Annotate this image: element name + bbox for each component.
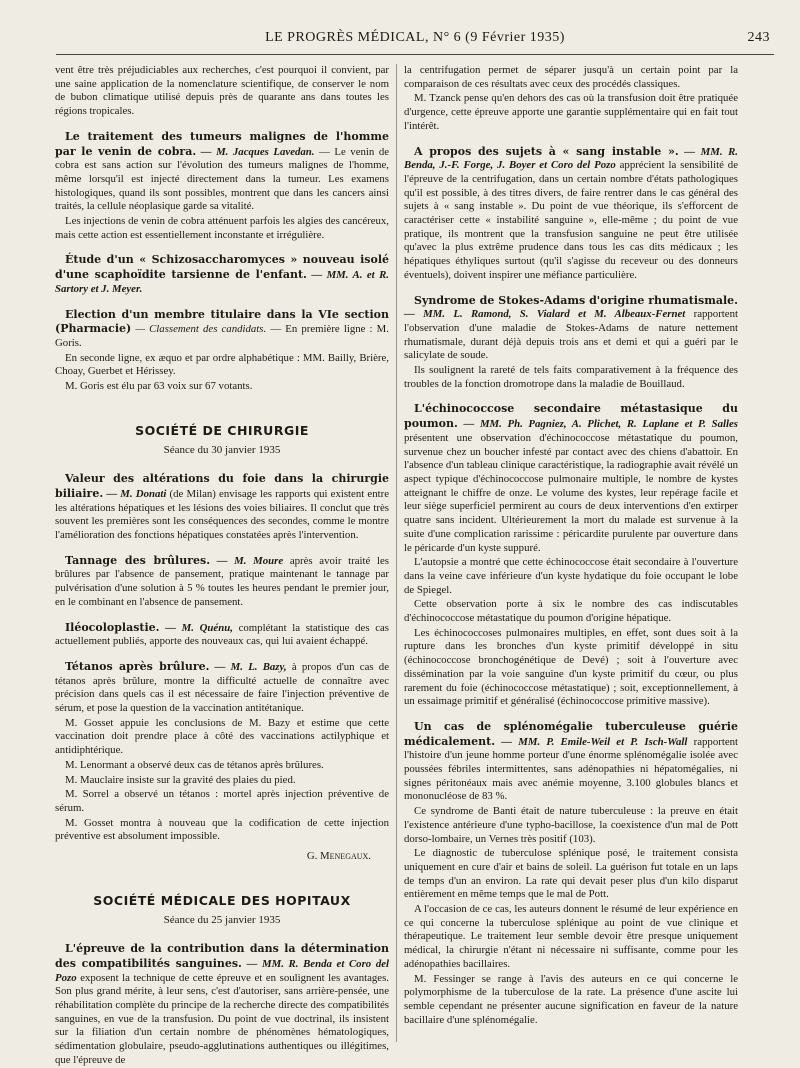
paragraph: Ce syndrome de Banti était de nature tuberculeuse : la preuve en était l'existence antérieure d'une typho-bacillose, la coexistence d'un mal de Pott dorso-lombaire, un Vernes très positif (103). [404,805,738,845]
article-election [55,308,389,394]
running-title: LE PROGRÈS MÉDICAL, N° 6 (9 Février 1935) [265,30,565,45]
article-title: Election d'un membre titulaire dans la VIe section (Pharmacie) [55,307,389,336]
paragraph: Les injections de venin de cobra atténuent parfois les algies des cancéreux, mais cette action est essentiellement inconstante et irrégulière. [55,215,389,241]
article-text: rapportent l'observation d'une maladie de Stokes-Adams de nature nettement rhumatismale, durant déjà depuis trois ans et demi et qui a guéri par le salicylate de soude. [404,308,738,362]
paragraph: la centrifugation permet de séparer jusqu'à un certain point par la comparaison de ces résultats avec ceux des procédés classiques. [404,64,738,90]
section-title-hopitaux: SOCIÉTÉ MÉDICALE DES HOPITAUX [93,892,351,908]
article-author: — MM. A. et R. Sartory et J. Meyer. [55,269,390,295]
article-author: — M. Jacques Lavedan. [200,145,315,158]
paragraph: M. Fessinger se range à l'avis des auteurs en ce qui concerne le polymorphisme de la tuberculose de la rate. La présence d'une ascite lui semble cependant ne présenter aucune signification en faveur de la nature bacillaire d'une splénomégalie. [404,972,738,1026]
article-text: complétant la statistique des cas actuellement publiés, apporte des nouveaux cas, qui lui avaient échappé. [55,621,389,648]
article-author: — MM. R. Benda et Coro del Pozo [55,957,390,984]
running-header [60,30,770,52]
session-date: Séance du 30 janvier 1935 [163,444,281,457]
article-subtitle: — Classement des candidats. [135,323,267,336]
article-author: — MM. P. Emile-Weil et P. Isch-Wall [501,735,688,748]
paragraph: M. Gosset appuie les conclusions de M. Bazy et estime que cette vaccination doit prendre place à côté des vaccinations actilyphique et antidiphtérique. [55,716,389,757]
article-author: — M. Moure [216,554,284,567]
article-tannage [55,554,389,610]
paragraph: Cette observation porte à six le nombre des cas indiscutables d'échinococcose métastatique du poumon d'origine hépatique. [404,598,738,625]
article-schizosaccharomyces [55,253,389,296]
article-author: — M. Donati [106,487,167,500]
article-title: Syndrome de Stokes-Adams d'origine rhumatismale. [414,293,738,307]
article-title: A propos des sujets à « sang instable ». [414,144,679,158]
article-text: apprécient la sensibilité de l'épreuve de la centrifugation, dans un certain nombre d'états pathologiques qu'il est possible, à des titres divers, de faire rentrer dans le cas général des sujets à « sang instable ». Du point de vue théorique, ils s'efforcent de caractériser cette « instabilité sanguine », elle-même ; du point de vue pratique, ils montrent que la transfusion sanguine ne peut être utilisée qu'avec la plus extrême prudence dans tous les cas dits médicaux ; les hépatiques éthyliques surtout (qu'il s'agisse du receveur ou des donneurs éventuels), doivent inspirer une méfiance particulière. [404,159,739,281]
paragraph: Les échinococcoses pulmonaires multiples, en effet, sont dues soit à la rupture dans les bronches d'un kyste primitif développé in situ (échinococcose bronchogénétique de Devé) ; soit à l'ouverture avec dissémination par la voie sanguine d'un kyste primitif du cœur, ou plus rarement du foie (échinococcose métastatique) ; soit, exceptionnellement, à un essaimage primitif et généralisé (échinococcose primitive massive). [404,626,738,708]
article-sang-instable [404,145,738,283]
article-author: — M. L. Bazy, [214,660,287,673]
article-text: — Le venin de cobra est sans action sur l'évolution des tumeurs malignes de l'homme, même lorsqu'il est injecté directement dans la tumeur. Les examens histologiques, quand ils sont possibles, montrent que dans les cancers ainsi traités, la cellule néoplasique garde sa vitalité. [55,145,390,213]
article-title: Valeur des altérations du foie dans la chirurgie biliaire. [55,472,389,500]
article-title: Étude d'un « Schizosaccharomyces » nouveau isolé d'une scaphoïdite tarsienne de l'enfant. [55,253,389,282]
article-splenomegalie [404,720,738,1027]
article-epreuve [55,942,389,1067]
paragraph: En seconde ligne, ex æquo et par ordre alphabétique : MM. Bailly, Brière, Choay, Guerbet et Hérissey. [55,351,389,378]
article-text: rapportent l'histoire d'un jeune homme porteur d'une énorme splénomégalie isolée avec poussées fébriles intermittentes, sans adénopathies ni hépatomégalies, ni signes péritonéaux mais avec anémie moyenne, 3.100 globules blancs et mononucléose de 83 %. [404,735,739,803]
article-text: exposent la technique de cette épreuve et en soulignent les avantages. Son plus grand mérite, à leur sens, c'est d'autoriser, sans arrière-pensée, une réhabilitation complète du principe de la recherche directe des compatibilités sanguines, en vue de la transfusion. Du point de vue doctrinal, ils insistent sur la filiation d'un certain nombre de phénomènes hématologiques, sédimentation globulaire, pseudo-agglutinations authentiques ou illégitimes, que l'épreuve de [55,971,390,1066]
article-title: L'épreuve de la contribution dans la détermination des compatibilités sanguines. [55,942,389,970]
intro-continuation [55,64,389,119]
header-rule [56,54,774,55]
article-text: (de Milan) envisage les rapports qui existent entre les altérations hépatiques et les lésions des voies biliaires. Il conclut que très souvent les premières sont les conséquences des secondes, comme le montre l'amélioration des fonctions hépatiques constatées après l'intervention. [55,487,389,541]
paragraph: M. Mauclaire insiste sur la gravité des plaies du pied. [65,773,296,786]
paragraph: Le diagnostic de tuberculose splénique posé, le traitement consista uniquement en cure d'air et bains de soleil. La guérison fut totale en un laps de temps d'un an environ. La rate qui devait peser plus d'un kilo disparut entièrement en même temps que le mal de Pott. [404,847,738,901]
signature: G. Menegaux. [306,850,371,863]
column-divider [396,64,397,1042]
right-column [404,64,738,1027]
article-tetanos [55,660,389,864]
article-title: Tannage des brûlures. [65,553,211,567]
article-title: Tétanos après brûlure. [65,659,210,673]
paragraph: M. Tzanck pense qu'en dehors des cas où la transfusion doit être pratiquée d'urgence, cette épreuve apporte une garantie supplémentaire qui en fait tout l'intérêt. [404,92,738,132]
paragraph: M. Goris est élu par 63 voix sur 67 votants. [65,380,253,393]
article-title: Le traitement des tumeurs malignes de l'homme par le venin de cobra. [55,129,389,158]
article-title: Iléocoloplastie. [65,620,160,634]
epreuve-continuation [404,64,738,134]
paragraph: A l'occasion de ce cas, les auteurs donnent le résumé de leur expérience en ce qui concerne la tuberculose splénique au point de vue clinique et thérapeutique. Le traitement leur semble devoir être presque uniquement médical, la chirurgie n'étant ni nécessaire ni suffisante, comme pour les adénopathies bacillaires. [404,903,738,970]
session-date: Séance du 25 janvier 1935 [163,914,281,927]
paragraph: vent être très préjudiciables aux recherches, c'est pourquoi il convient, par une saine application de la nomenclature scientifique, de conserver le nom de bubon climatique utilisé depuis près de quarante ans dans toutes les régions tropicales. [55,64,389,118]
article-author: — MM. L. Ramond, S. Vialard et M. Albeaux-Fernet [404,308,686,321]
paragraph: M. Sorrel a observé un tétanos : mortel après injection préventive de sérum. [55,788,389,814]
article-echinococcose [404,402,738,708]
article-text: après avoir traité les brûlures par l'absence de pansement, pratique maintenant le tannage par pulvérisation d'une solution à 5 % toutes les heures pendant le premier jour, en le combinant en l'absence de pansement. [55,554,389,608]
article-text: — En première ligne : M. Goris. [55,323,389,349]
article-venin-cobra [55,130,389,243]
paragraph: Ils soulignent la rareté de tels faits comparativement à la fréquence des troubles de la fonction dromotrope dans la maladie de Bouillaud. [404,364,738,390]
paragraph: L'autopsie a montré que cette échinococcose était secondaire à l'ouverture dans la veine cave inférieure d'un kyste hydatique du foie occupant le lobe de Spiegel. [404,556,738,596]
paragraph: M. Lenormant a observé deux cas de tétanos après brûlures. [65,758,324,771]
article-text: à propos d'un cas de tétanos après brûlure, montre la difficulté actuelle de connaître avec précision dans quels cas il est nécessaire de faire l'injection préventive de sérum, et pose la question de la vaccination antitétanique. [55,660,389,715]
article-author: — M. Quénu, [165,621,233,634]
article-title: Un cas de splénomégalie tuberculeuse guérie médicalement. [404,719,738,748]
left-column [55,64,389,1067]
paragraph: M. Gosset montra à nouveau que la codification de cette injection préventive est absolument impossible. [55,816,389,843]
article-foie [55,472,389,543]
page-number: 243 [747,30,770,45]
article-text: présentent une observation d'échinococcose métastatique du poumon, survenue chez un boucher infesté par contact avec des chiens d'abattoir. En l'absence d'un tableau clinique caractéristique, la radiographie avait révélé un aspect typique d'échinococcose pulmonaire multiple, le nombre de kystes atteignant le chiffre de onze. Le volume des kystes, leur repérage facile et leur siège superficiel permirent au cours de deux interventions d'en extirper quatre sans incident. Ultérieurement la mort du malade est survenue à la suite d'une complication rarissime : péricardite purulente par ouverture dans le péricarde d'un kyste suppuré. [404,431,738,554]
article-ileocoloplastie [55,621,389,649]
article-title: L'échinococcose secondaire métastasique du poumon. [404,402,738,431]
article-stokes-adams [404,294,738,392]
article-author: — MM. R. Benda, J.-F. Forge, J. Boyer et Coro del Pozo [404,145,738,172]
section-title-chirurgie: SOCIÉTÉ DE CHIRURGIE [135,422,309,438]
article-author: — MM. Ph. Pagniez, A. Plichet, R. Laplane et P. Salles [463,418,738,431]
